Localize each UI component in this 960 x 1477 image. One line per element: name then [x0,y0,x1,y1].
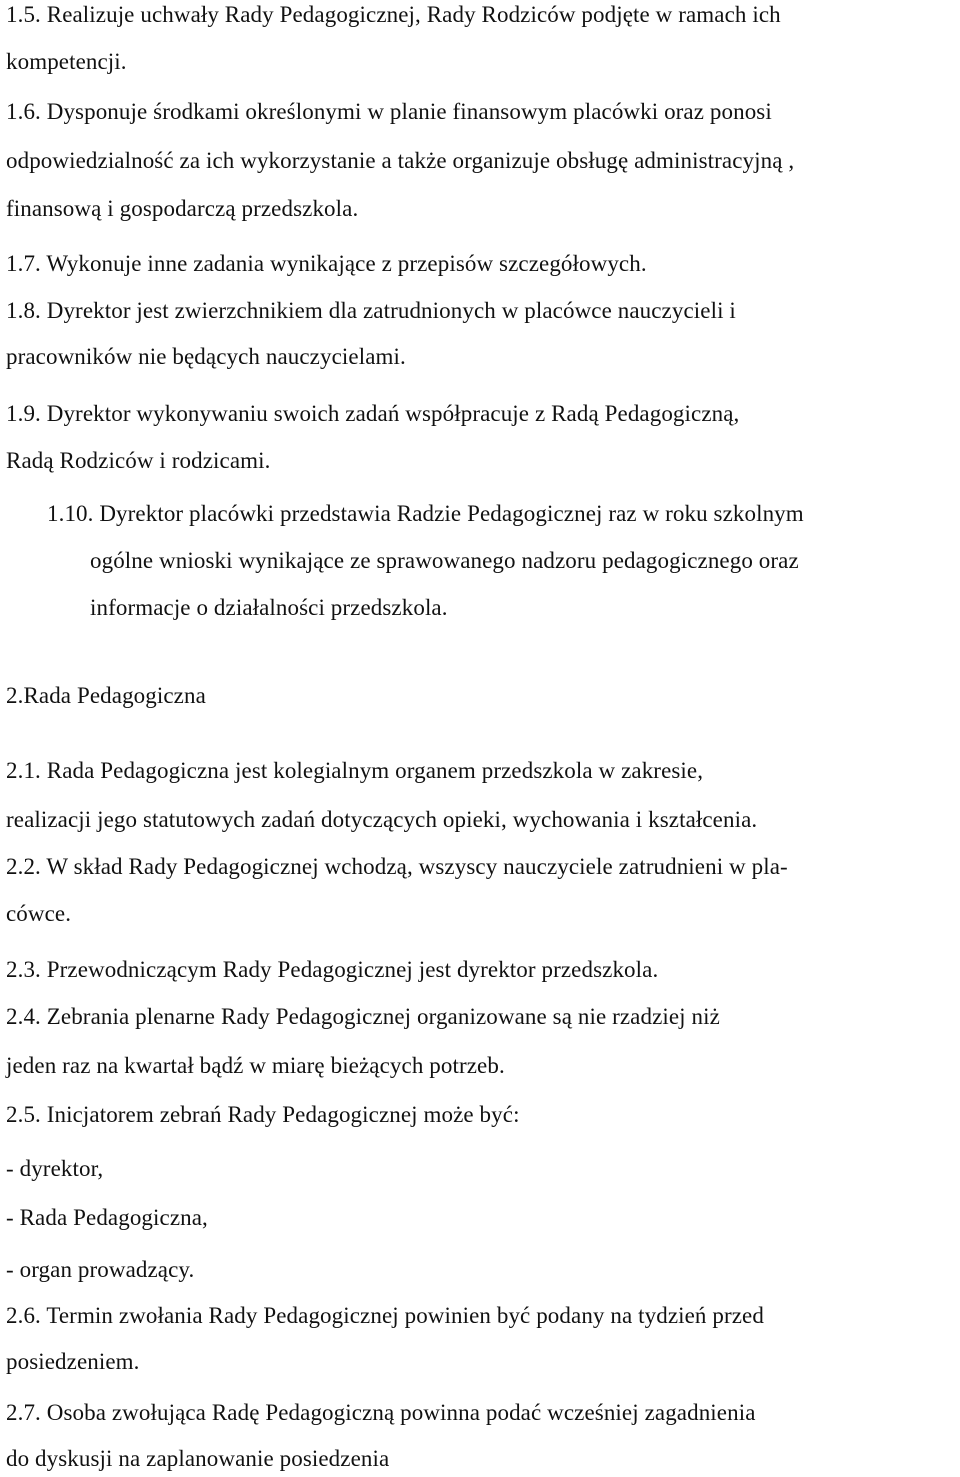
text-line-2-2: 2.2. W skład Rady Pedagogicznej wchodzą, wszyscy nauczyciele zatrudnieni w pla- [6,854,788,879]
text-line-1-7: 1.7. Wykonuje inne zadania wynikające z przepisów szczegółowych. [6,251,647,276]
text-line-1-5: 1.5. Realizuje uchwały Rady Pedagogicznej, Rady Rodziców podjęte w ramach ich [6,2,781,27]
text-line-1-6-cont-a: odpowiedzialność za ich wykorzystanie a także organizuje obsługę administracyjną , [6,148,795,173]
list-item-organ-prowadzacy: - organ prowadzący. [6,1257,195,1282]
text-line-2-5: 2.5. Inicjatorem zebrań Rady Pedagogicznej może być: [6,1102,520,1127]
text-line-1-8-cont: pracowników nie będących nauczycielami. [6,344,406,369]
text-line-1-10: 1.10. Dyrektor placówki przedstawia Radzie Pedagogicznej raz w roku szkolnym [47,501,804,526]
list-item-rada-pedagogiczna: - Rada Pedagogiczna, [6,1205,208,1230]
list-item-dyrektor: - dyrektor, [6,1156,104,1181]
text-line-2-6: 2.6. Termin zwołania Rady Pedagogicznej powinien być podany na tydzień przed [6,1303,764,1328]
text-line-2-6-cont: posiedzeniem. [6,1349,140,1374]
text-line-1-6: 1.6. Dysponuje środkami określonymi w planie finansowym placówki oraz ponosi [6,99,772,124]
text-line-2-4-cont: jeden raz na kwartał bądź w miarę bieżących potrzeb. [6,1053,505,1078]
text-line-1-5-cont: kompetencji. [6,49,127,74]
text-line-2-2-cont: cówce. [6,901,72,926]
text-line-1-10-cont-b: informacje o działalności przedszkola. [90,595,448,620]
text-line-1-6-cont-b: finansową i gospodarczą przedszkola. [6,196,359,221]
text-line-2-1: 2.1. Rada Pedagogiczna jest kolegialnym organem przedszkola w zakresie, [6,758,704,783]
text-line-1-8: 1.8. Dyrektor jest zwierzchnikiem dla zatrudnionych w placówce nauczycieli i [6,298,736,323]
text-line-2-7: 2.7. Osoba zwołująca Radę Pedagogiczną powinna podać wcześniej zagadnienia [6,1400,756,1425]
text-line-1-10-cont-a: ogólne wnioski wynikające ze sprawowanego nadzoru pedagogicznego oraz [90,548,799,573]
section-heading-rada-pedagogiczna: 2.Rada Pedagogiczna [6,683,206,708]
text-line-2-1-cont: realizacji jego statutowych zadań dotyczących opieki, wychowania i kształcenia. [6,807,758,832]
text-line-1-9: 1.9. Dyrektor wykonywaniu swoich zadań współpracuje z Radą Pedagogiczną, [6,401,740,426]
text-line-1-9-cont: Radą Rodziców i rodzicami. [6,448,271,473]
text-line-2-7-cont: do dyskusji na zaplanowanie posiedzenia [6,1446,390,1471]
text-line-2-3: 2.3. Przewodniczącym Rady Pedagogicznej jest dyrektor przedszkola. [6,957,659,982]
text-line-2-4: 2.4. Zebrania plenarne Rady Pedagogicznej organizowane są nie rzadziej niż [6,1004,720,1029]
